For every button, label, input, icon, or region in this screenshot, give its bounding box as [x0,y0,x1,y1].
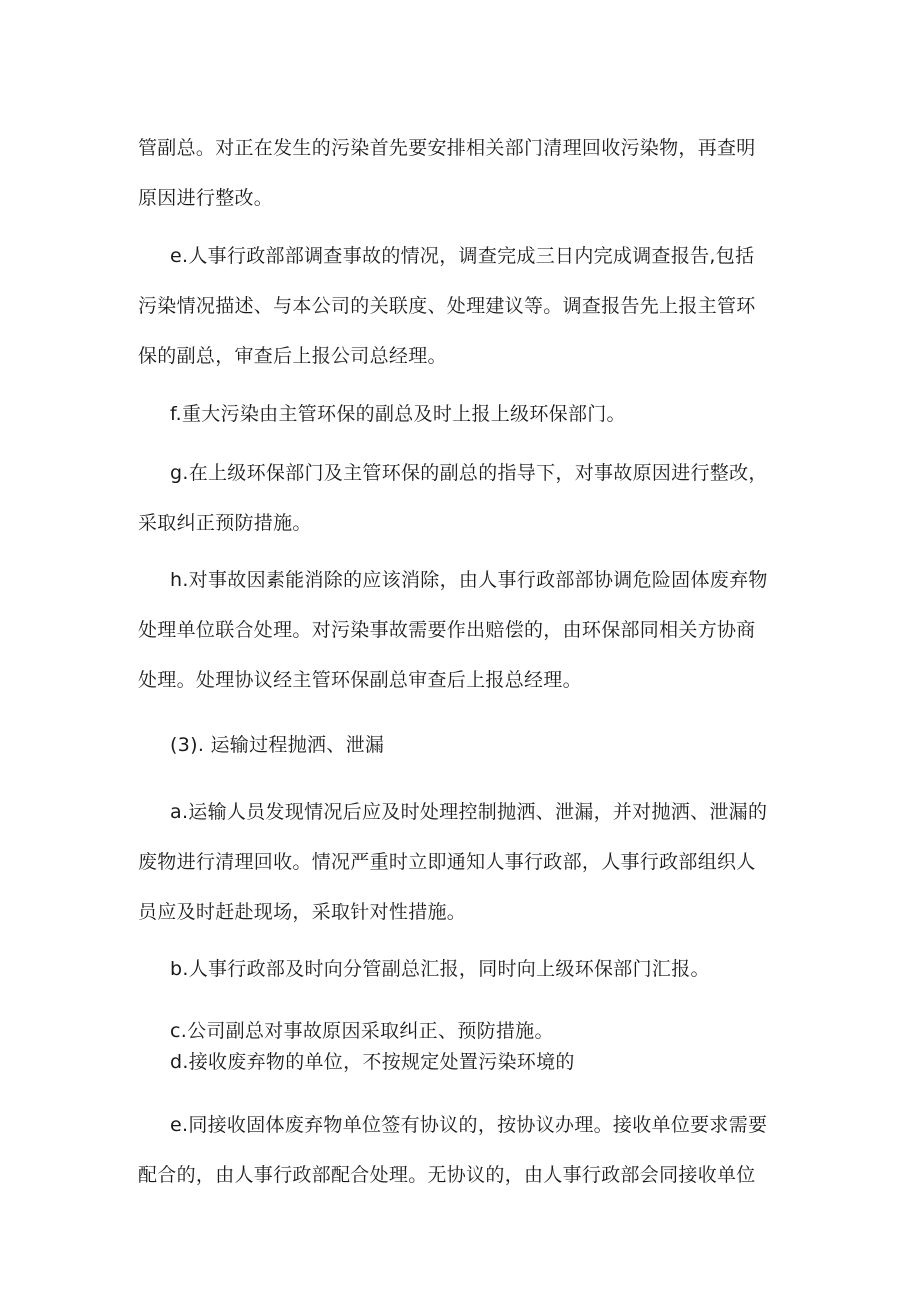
text-line: e.同接收固体废弃物单位签有协议的，按协议办理。接收单位要求需要 [170,1114,768,1136]
text-line: 管副总。对正在发生的污染首先要安排相关部门清理回收污染物，再查明 [138,137,756,159]
paragraph-items-c-d [138,1016,793,1078]
text-line: 处理单位联合处理。对污染事故需要作出赔偿的，由环保部同相关方协商 [138,619,756,641]
text-line: h.对事故因素能消除的应该消除，由人事行政部部协调危险固体废弃物 [170,569,768,591]
text-line: 采取纠正预防措施。 [138,512,312,534]
paragraph-item-a [138,787,793,937]
paragraph-item-g [138,448,793,548]
text-line: a.运输人员发现情况后应及时处理控制抛洒、泄漏，并对抛洒、泄漏的 [170,801,768,823]
paragraph-item-e [138,231,793,381]
text-line: g.在上级环保部门及主管环保的副总的指导下，对事故原因进行整改， [170,462,768,484]
section-heading-transport-spill [138,720,793,770]
text-line: 保的副总，审查后上报公司总经理。 [138,345,447,367]
text-line: 原因进行整改。 [138,187,274,209]
paragraph-item-f [138,389,793,439]
text-line: 废物进行清理回收。情况严重时立即通知人事行政部，人事行政部组织人 [138,851,756,873]
text-line: f.重大污染由主管环保的副总及时上报上级环保部门。 [170,403,626,425]
text-line: b.人事行政部及时向分管副总汇报，同时向上级环保部门汇报。 [170,958,710,980]
paragraph-item-h [138,555,793,705]
paragraph-item-e-agreement [138,1100,793,1200]
paragraph-pollution-cleanup [138,123,793,223]
text-line: d.接收废弃物的单位，不按规定处置污染环境的 [170,1051,575,1073]
text-line: e.人事行政部部调查事故的情况，调查完成三日内完成调查报告,包括 [170,245,755,267]
text-line: 处理。处理协议经主管环保副总审查后上报总经理。 [138,669,582,691]
paragraph-item-b [138,944,793,994]
text-line: 污染情况描述、与本公司的关联度、处理建议等。调查报告先上报主管环 [138,295,756,317]
text-line: 配合的，由人事行政部配合处理。无协议的，由人事行政部会同接收单位 [138,1164,756,1186]
section-heading: (3). 运输过程抛洒、泄漏 [170,734,385,756]
text-line: c.公司副总对事故原因采取纠正、预防措施。 [170,1020,554,1042]
text-line: 员应及时赶赴现场，采取针对性措施。 [138,901,467,923]
